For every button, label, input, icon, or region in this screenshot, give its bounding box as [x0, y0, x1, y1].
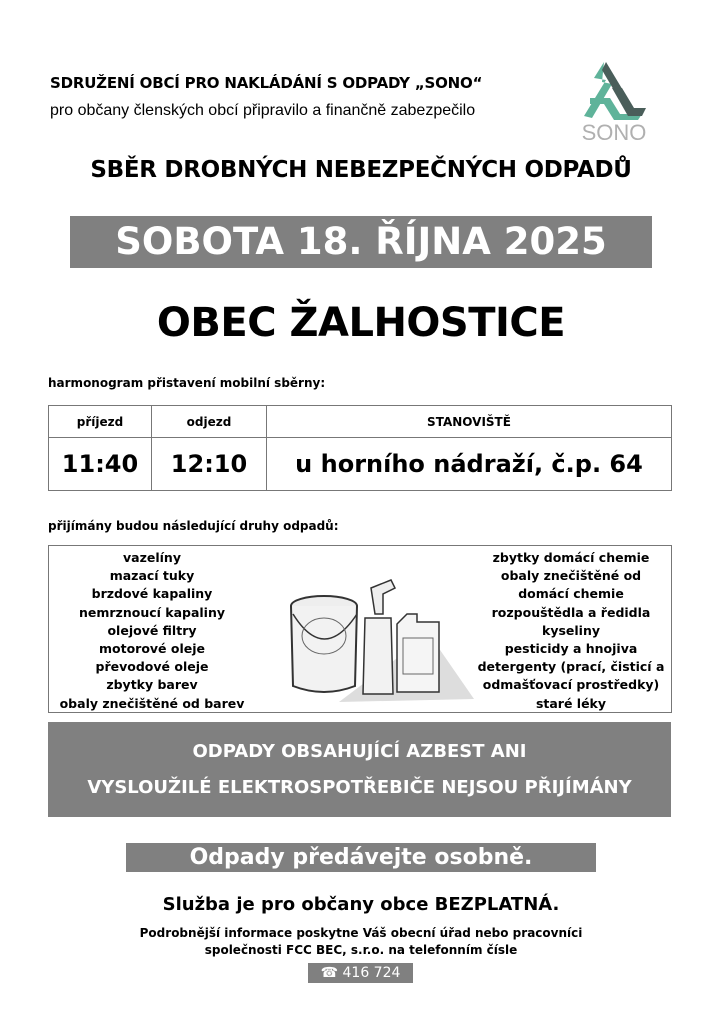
schedule-label: harmonogram přistavení mobilní sběrny:: [48, 376, 326, 390]
organization-name: SDRUŽENÍ OBCÍ PRO NAKLÁDÁNÍ S ODPADY „SONO“: [50, 74, 483, 92]
collection-date: SOBOTA 18. ŘÍJNA 2025: [70, 216, 652, 268]
waste-item: rozpouštědla a ředidla: [491, 604, 651, 620]
header-location: STANOVIŠTĚ: [267, 406, 672, 438]
free-service-notice: Služba je pro občany obce BEZPLATNÁ.: [162, 894, 560, 915]
waste-item: motorové oleje: [98, 641, 206, 657]
info-line-1: Podrobnější informace poskytne Váš obecní úřad nebo pracovníci: [139, 926, 583, 940]
header-departure: odjezd: [152, 406, 267, 438]
departure-time: 12:10: [152, 438, 267, 491]
waste-item: obaly znečištěné od barev: [59, 695, 245, 711]
phone-number-box: [308, 963, 413, 1001]
chemical-containers-illustration: [279, 574, 479, 704]
sono-logo: [576, 58, 652, 144]
page-title: SBĚR DROBNÝCH NEBEZPEČNÝCH ODPADŮ: [90, 157, 632, 183]
waste-item: zbytky barev: [106, 677, 198, 693]
arrival-time: 11:40: [49, 438, 152, 491]
waste-item: zbytky domácí chemie: [492, 550, 650, 565]
waste-item: kyseliny: [542, 622, 600, 638]
location: u horního nádraží, č.p. 64: [267, 438, 672, 491]
waste-item: brzdové kapaliny: [91, 586, 213, 602]
warning-line-1: ODPADY OBSAHUJÍCÍ AZBEST ANI: [192, 741, 527, 762]
waste-item: staré léky: [535, 695, 607, 711]
waste-item: odmašťovací prostředky): [482, 677, 660, 693]
warning-line-2: VYSLOUŽILÉ ELEKTROSPOTŘEBIČE NEJSOU PŘIJÍMÁNY: [87, 777, 632, 798]
waste-item: obaly znečištěné od: [500, 568, 642, 584]
waste-item: detergenty (prací, čisticí a: [477, 659, 665, 675]
handover-notice: Odpady předávejte osobně. Děkujeme.: [126, 843, 596, 872]
town-name: OBEC ŽALHOSTICE: [156, 300, 566, 346]
organization-subtitle: pro občany členských obcí připravilo a finančně zabezpečilo: [50, 102, 476, 119]
accepted-list-left: [49, 549, 255, 713]
waste-item: vazelíny: [123, 550, 181, 565]
table-header-row: [49, 406, 672, 438]
logo-text: SONO: [581, 120, 647, 144]
info-line-2: společnosti FCC BEC, s.r.o. na telefonním čísle: [204, 943, 518, 957]
waste-item: převodové oleje: [95, 659, 209, 675]
waste-item: nemrznoucí kapaliny: [78, 604, 226, 620]
waste-item: olejové filtry: [107, 622, 197, 638]
waste-item: domácí chemie: [518, 586, 624, 602]
waste-item: mazací tuky: [109, 568, 195, 584]
accepted-list-right: [471, 549, 671, 713]
header-arrival: příjezd: [49, 406, 152, 438]
table-row: [49, 438, 672, 491]
phone-number: 416 724 111: [342, 965, 401, 1001]
accepted-label: přijímány budou následující druhy odpadů:: [48, 519, 339, 533]
phone-icon: ☎: [320, 965, 339, 981]
schedule-table: [48, 405, 672, 491]
accepted-waste-box: [48, 545, 672, 713]
waste-item: pesticidy a hnojiva: [504, 641, 638, 657]
not-accepted-warning: [48, 722, 671, 817]
